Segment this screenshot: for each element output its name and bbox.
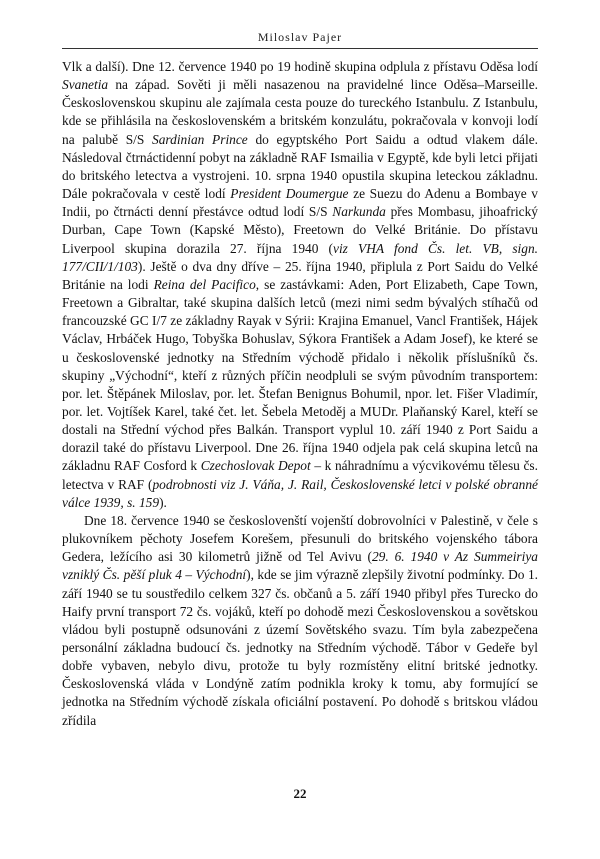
text-run: Vlk a další). Dne 12. července 1940 po 19 hodině skupina odplula z přístavu Oděsa lodí: [62, 59, 538, 74]
italic-run: Czechoslovak Depot: [200, 458, 311, 474]
text-run: do egyptského Port Saidu a odtud vlakem dále. Následoval čtrnáctidenní pobyt na základně RAF Ismailia v Egyptě, kde byli letci přijati do britského letectva a vystrojeni. 10. srpna 1940 opustila skupina leteckou základnu. Dále pokračovala v cestě lodí: [62, 131, 538, 202]
italic-run: President Doumergue: [230, 186, 349, 202]
text-run: ). Ještě o dva dny dříve – 25. října 1940, připlula z Port Saidu do Velké Británie na lodi: [62, 258, 538, 292]
header-rule: [62, 48, 538, 49]
page-number: 22: [293, 786, 307, 801]
italic-run: Svanetia: [62, 77, 109, 93]
text-run: Dne 18. července 1940 se českoslovenští vojenští dobrovolníci v Palestině, v čele s plukovníkem pěchoty Josefem Korešem, přesunuli do britského vojenského tábora Gedera, ležícího asi 30 kilometrů jižně od Tel Avivu (: [62, 512, 538, 565]
body-text: [62, 58, 538, 730]
text-run: ze Suezu do Adenu a Bombaye v Indii, po čtrnácti denní přestávce odtud lodí S/S: [62, 186, 538, 220]
text-run: na západ. Sověti ji měli nasazenou na pravidelné lince Oděsa–Marseille. Československou skupinu ale zajímala cesta pouze do tureckého Istanbulu. Z Istanbulu, kde se přihlásila na československém a britském konzulátu, pokračovala v konvoji lodí na palubě S/S: [62, 77, 538, 147]
running-header: Miloslav Pajer: [257, 30, 343, 44]
italic-run: Sardinian Prince: [152, 131, 248, 147]
paragraph-1: [62, 58, 538, 512]
text-run: – k náhradnímu a výcvikovému tělesu čs. letectva v RAF (: [62, 458, 538, 492]
italic-run: Narkunda: [332, 204, 386, 220]
paragraph-2: [62, 512, 538, 730]
italic-run: Reina del Pacifico: [153, 276, 256, 292]
text-run: ), kde se jim výrazně zlepšily životní podmínky. Do 1. září 1940 se tu soustředilo celkem 327 čs. občanů a 5. září 1940 přibyl přes Turecko do Haify první transport 72 čs. vojáků, kteří po dohodě mezi Československou a sovětskou vládou byli postupně odsunováni z území Sovětského svazu. Tím byla zabezpečena personální základna budoucí čs. jednotky na Středním východě. Tábor v Gedeře byl dobře vybaven, nebylo divu, protože tu byly rozmístěny elitní britské jednotky. Československá vláda v Londýně zatím podnikla kroky k tomu, aby formující se jednotka na Středním východě získala oficiální postavení. Po dohodě s britskou vládou zřídila: [62, 567, 538, 728]
text-run: , se zastávkami: Aden, Port Elizabeth, Cape Town, Freetown a Gibraltar, také skupina dalších letců (mezi nimi sedm bývalých stíhačů od francouzské GC I/7 ze základny Rayak v Sýrii: Krajina Emanuel, Vancl František, Hájek Václav, Hrbáček Hugo, Tobyška Bohuslav, Sýkora František a Adam Josef), ke které se u československé jednotky na Středním východě přidalo i několik příslušníků čs. skupiny „Východní“, kteří z různých příčin neodpluli se svým původním transportem: por. let. Štěpánek Miloslav, por. let. Štefan Benignus Bohumil, npor. let. Fišer Vladimír, por. let. Vojtíšek Karel, také čet. let. Šebela Metoděj a MUDr. Plaňanský Karel, kteří se dostali na Střední východ přes Balkán. Transport vyplul 10. září 1940 z Port Saidu a dorazil také do přístavu Liverpool. Dne 26. října 1940 odjela pak celá skupina letců na základnu RAF Cosford k: [62, 276, 538, 474]
text-run: ).: [159, 494, 167, 510]
italic-run: podrobnosti viz J. Váňa, J. Rail, Československé letci v polské obranné válce 1939, s. 159: [62, 476, 538, 510]
italic-run: viz VHA fond Čs. let. VB, sign. 177/CII/1/103: [62, 240, 538, 274]
italic-run: 29. 6. 1940 v Az Summeiriya vzniklý Čs. pěší pluk 4 – Východní: [62, 549, 538, 583]
text-run: přes Mombasu, jihoafrický Durban, Cape Town (Kapské Město), Freetown do Velké Británie. Do přístavu Liverpool skupina dorazila 27. října 1940 (: [62, 204, 538, 256]
